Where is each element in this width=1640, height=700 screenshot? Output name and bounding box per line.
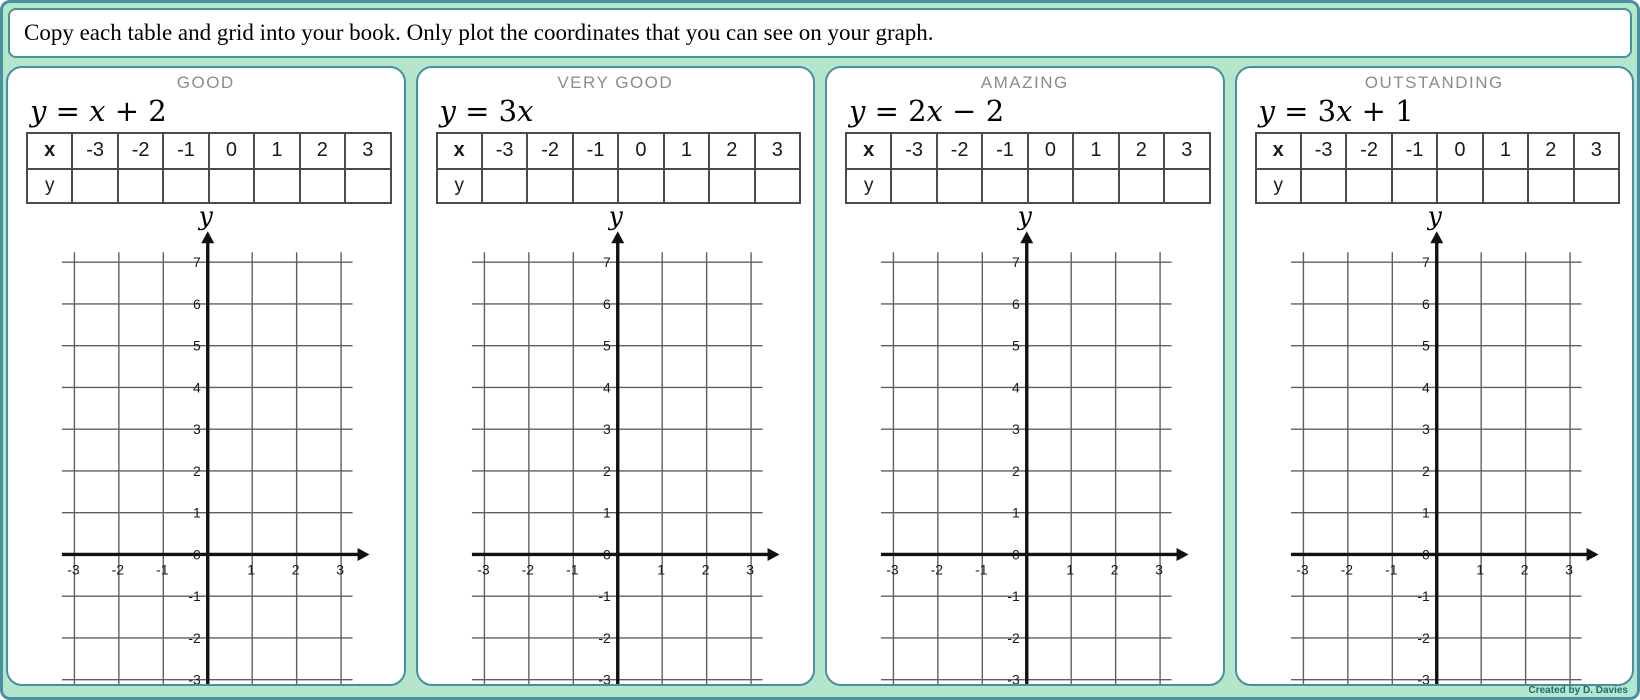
worksheet-panel-outstanding: [1235, 66, 1635, 686]
table-x-value: -3: [1301, 133, 1346, 169]
y-tick-label: 6: [602, 295, 611, 312]
y-tick-label: -1: [1416, 588, 1430, 605]
table-x-value: -1: [163, 133, 208, 169]
table-x-value: -1: [1392, 133, 1437, 169]
y-tick-label: 3: [602, 421, 611, 438]
table-y-answer-cell: [1073, 169, 1118, 203]
y-tick-label: 5: [602, 337, 611, 354]
y-tick-label: -2: [597, 629, 611, 646]
y-tick-label: 7: [1421, 254, 1430, 271]
y-tick-label: 6: [1011, 295, 1020, 312]
y-tick-label: 2: [602, 462, 611, 479]
table-x-value: 1: [1073, 133, 1118, 169]
y-tick-label: -1: [188, 588, 201, 605]
x-tick-label: 1: [656, 561, 665, 578]
equation-text: y = 2x − 2: [849, 94, 1005, 128]
y-tick-label: -3: [1007, 671, 1020, 686]
difficulty-label: OUTSTANDING: [1364, 73, 1504, 92]
table-y-answer-cell: [300, 169, 345, 203]
difficulty-label: VERY GOOD: [557, 73, 674, 92]
x-tick-label: 1: [247, 561, 256, 578]
difficulty-label: AMAZING: [980, 73, 1069, 92]
table-x-value: 1: [254, 133, 299, 169]
x-tick-label: 2: [1110, 561, 1119, 578]
table-x-value: -2: [1346, 133, 1391, 169]
table-x-value: 2: [300, 133, 345, 169]
difficulty-label: GOOD: [176, 73, 235, 92]
x-axis-arrow-icon: [358, 548, 370, 561]
table-y-answer-cell: [1301, 169, 1346, 203]
table-y-answer-cell: [163, 169, 208, 203]
table-y-answer-cell: [1346, 169, 1391, 203]
y-axis-title: y: [608, 204, 623, 231]
worksheet-panel-very-good: [416, 66, 816, 686]
equation-text: y = 3x: [439, 94, 534, 128]
worksheet-panel-amazing: [825, 66, 1225, 686]
panels-row: [6, 66, 1634, 686]
y-tick-label: -1: [597, 588, 611, 605]
worksheet-panel-good: [6, 66, 406, 686]
y-tick-label: 5: [1421, 337, 1430, 354]
y-tick-label: -3: [188, 671, 201, 686]
x-tick-label: -2: [1340, 561, 1353, 578]
x-tick-label: -1: [1384, 561, 1398, 578]
y-tick-label: 2: [1011, 462, 1020, 479]
y-tick-label: 4: [1421, 379, 1430, 396]
y-tick-label: 6: [192, 295, 201, 312]
x-tick-label: -2: [521, 561, 534, 578]
table-x-value: -1: [573, 133, 618, 169]
table-y-answer-cell: [982, 169, 1027, 203]
y-axis-title: y: [1427, 204, 1442, 231]
y-tick-label: -3: [1416, 671, 1430, 686]
table-y-answer-cell: [1528, 169, 1573, 203]
table-x-value: 1: [664, 133, 709, 169]
x-tick-label: -1: [975, 561, 988, 578]
y-tick-label: 6: [1421, 295, 1430, 312]
table-x-value: -3: [72, 133, 117, 169]
equation-text: y = x + 2: [30, 94, 167, 128]
y-tick-label: 3: [1421, 421, 1430, 438]
table-y-answer-cell: [209, 169, 254, 203]
table-x-value: 3: [1164, 133, 1209, 169]
x-tick-label: -1: [156, 561, 169, 578]
y-tick-label: -3: [597, 671, 611, 686]
value-table: [1255, 132, 1621, 204]
x-tick-label: 2: [291, 561, 300, 578]
value-table: [845, 132, 1211, 204]
y-tick-label: 7: [192, 254, 201, 271]
table-y-answer-cell: [573, 169, 618, 203]
table-x-value: -2: [527, 133, 572, 169]
y-axis-title: y: [1017, 204, 1032, 231]
y-tick-label: 7: [602, 254, 611, 271]
table-x-value: 2: [709, 133, 754, 169]
x-tick-label: -3: [476, 561, 490, 578]
table-y-answer-cell: [618, 169, 663, 203]
x-axis-arrow-icon: [1177, 548, 1189, 561]
table-y-answer-cell: [1483, 169, 1528, 203]
table-y-label: y: [27, 169, 72, 203]
table-x-value: 2: [1119, 133, 1164, 169]
x-tick-label: -1: [565, 561, 579, 578]
value-table: [26, 132, 392, 204]
table-x-value: 0: [209, 133, 254, 169]
x-tick-label: 2: [701, 561, 710, 578]
x-tick-label: -3: [886, 561, 899, 578]
table-y-answer-cell: [118, 169, 163, 203]
x-tick-label: -3: [1295, 561, 1309, 578]
y-tick-label: 2: [192, 462, 201, 479]
y-axis-title: y: [198, 204, 213, 231]
table-x-value: -3: [891, 133, 936, 169]
y-tick-label: 4: [1011, 379, 1020, 396]
y-tick-label: 3: [1011, 421, 1020, 438]
table-y-answer-cell: [1574, 169, 1619, 203]
y-axis-arrow-icon: [201, 231, 214, 243]
table-y-answer-cell: [891, 169, 936, 203]
table-x-label: x: [846, 133, 891, 169]
table-y-answer-cell: [709, 169, 754, 203]
y-tick-label: 5: [1011, 337, 1020, 354]
coordinate-grid: [1237, 204, 1633, 686]
y-tick-label: 3: [192, 421, 201, 438]
table-y-answer-cell: [755, 169, 800, 203]
x-tick-label: 3: [1564, 561, 1573, 578]
table-x-value: 2: [1528, 133, 1573, 169]
table-y-label: y: [437, 169, 482, 203]
y-axis-arrow-icon: [611, 231, 624, 243]
x-tick-label: -2: [111, 561, 125, 578]
table-x-label: x: [27, 133, 72, 169]
x-axis-arrow-icon: [767, 548, 779, 561]
table-y-answer-cell: [345, 169, 390, 203]
y-tick-label: -2: [1007, 629, 1020, 646]
table-x-value: 3: [755, 133, 800, 169]
y-axis-arrow-icon: [1020, 231, 1033, 243]
table-x-value: 0: [618, 133, 663, 169]
y-tick-label: 2: [1421, 462, 1430, 479]
table-x-value: 1: [1483, 133, 1528, 169]
table-y-answer-cell: [937, 169, 982, 203]
table-x-value: -2: [937, 133, 982, 169]
y-tick-label: 1: [1011, 504, 1020, 521]
y-tick-label: 5: [192, 337, 201, 354]
table-y-answer-cell: [482, 169, 527, 203]
table-y-answer-cell: [527, 169, 572, 203]
instruction-text: Copy each table and grid into your book. Only plot the coordinates that you can see on your graph.: [24, 20, 934, 45]
table-y-label: y: [846, 169, 891, 203]
instruction-bar: [8, 8, 1632, 58]
x-tick-label: 1: [1475, 561, 1484, 578]
value-table: [436, 132, 802, 204]
y-tick-label: -2: [188, 629, 201, 646]
x-tick-label: 3: [1155, 561, 1163, 578]
x-tick-label: 1: [1066, 561, 1075, 578]
table-x-value: 3: [1574, 133, 1619, 169]
x-tick-label: -3: [67, 561, 80, 578]
y-tick-label: 4: [192, 379, 201, 396]
coordinate-grid: [827, 204, 1223, 686]
x-axis-arrow-icon: [1586, 548, 1598, 561]
coordinate-grid: [8, 204, 404, 686]
table-y-answer-cell: [1028, 169, 1073, 203]
coordinate-grid: [418, 204, 814, 686]
y-tick-label: 1: [192, 504, 201, 521]
y-axis-arrow-icon: [1430, 231, 1443, 243]
y-tick-label: -1: [1007, 588, 1020, 605]
y-tick-label: 1: [602, 504, 611, 521]
table-y-answer-cell: [1164, 169, 1209, 203]
table-y-answer-cell: [72, 169, 117, 203]
y-tick-label: 1: [1421, 504, 1430, 521]
table-y-answer-cell: [1437, 169, 1482, 203]
x-tick-label: 2: [1520, 561, 1529, 578]
table-x-value: -1: [982, 133, 1027, 169]
table-x-label: x: [437, 133, 482, 169]
table-x-value: 0: [1437, 133, 1482, 169]
y-tick-label: 0: [1011, 546, 1020, 563]
y-tick-label: 7: [1011, 254, 1020, 271]
x-tick-label: 3: [336, 561, 344, 578]
table-x-label: x: [1256, 133, 1301, 169]
y-tick-label: 0: [602, 546, 611, 563]
y-tick-label: 4: [602, 379, 611, 396]
table-x-value: -3: [482, 133, 527, 169]
x-tick-label: -2: [930, 561, 944, 578]
table-x-value: 0: [1028, 133, 1073, 169]
y-tick-label: 0: [1421, 546, 1430, 563]
credit-text: Created by D. Davies: [1528, 685, 1628, 696]
table-x-value: 3: [345, 133, 390, 169]
table-y-label: y: [1256, 169, 1301, 203]
table-y-answer-cell: [1392, 169, 1437, 203]
table-y-answer-cell: [1119, 169, 1164, 203]
table-y-answer-cell: [254, 169, 299, 203]
y-tick-label: 0: [192, 546, 201, 563]
equation-text: y = 3x + 1: [1258, 94, 1414, 128]
y-tick-label: -2: [1416, 629, 1430, 646]
x-tick-label: 3: [745, 561, 754, 578]
table-x-value: -2: [118, 133, 163, 169]
table-y-answer-cell: [664, 169, 709, 203]
